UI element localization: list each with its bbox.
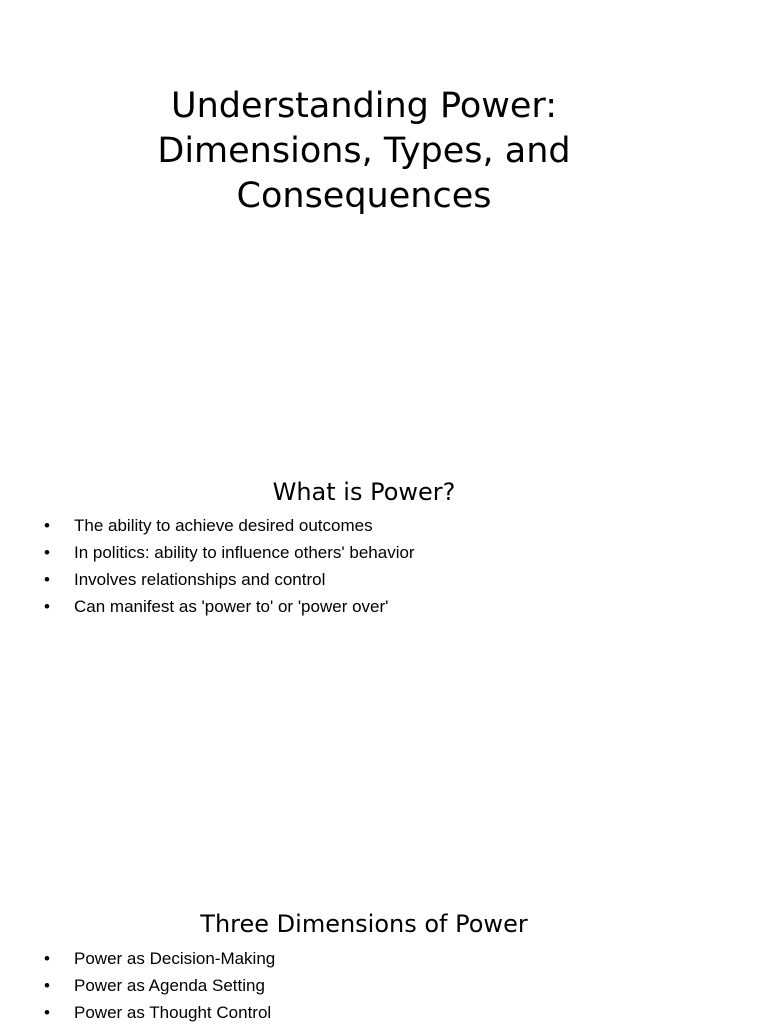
bullet-text: Power as Decision-Making: [74, 949, 276, 968]
bullet-icon: •: [44, 949, 50, 968]
title-line: Understanding Power:: [171, 86, 557, 126]
bullet-text: Can manifest as 'power to' or 'power over': [74, 597, 389, 616]
bullet-text: The ability to achieve desired outcomes: [74, 516, 373, 535]
bullet-text: Power as Agenda Setting: [74, 976, 265, 995]
bullet-icon: •: [44, 1003, 50, 1022]
bullet-item: [44, 972, 275, 999]
bullet-item: [44, 566, 415, 593]
bullet-text: In politics: ability to influence others' behavior: [74, 543, 415, 562]
bullet-text: Involves relationships and control: [74, 570, 326, 589]
bullet-icon: •: [44, 597, 50, 616]
bullet-list-what-is-power: [44, 512, 415, 620]
bullet-text: Power as Thought Control: [74, 1003, 272, 1022]
section-heading-three-dimensions: Three Dimensions of Power: [200, 910, 528, 938]
bullet-icon: •: [44, 976, 50, 995]
bullet-item: [44, 945, 275, 972]
title-line: Consequences: [236, 176, 492, 216]
bullet-item: [44, 593, 415, 620]
bullet-icon: •: [44, 516, 50, 535]
title-line: Dimensions, Types, and: [157, 131, 571, 171]
bullet-icon: •: [44, 570, 50, 589]
section-heading-what-is-power: What is Power?: [272, 478, 456, 506]
bullet-item: [44, 999, 275, 1026]
document-title: [90, 84, 638, 219]
bullet-item: [44, 512, 415, 539]
bullet-icon: •: [44, 543, 50, 562]
bullet-list-three-dimensions: [44, 945, 275, 1026]
bullet-item: [44, 539, 415, 566]
